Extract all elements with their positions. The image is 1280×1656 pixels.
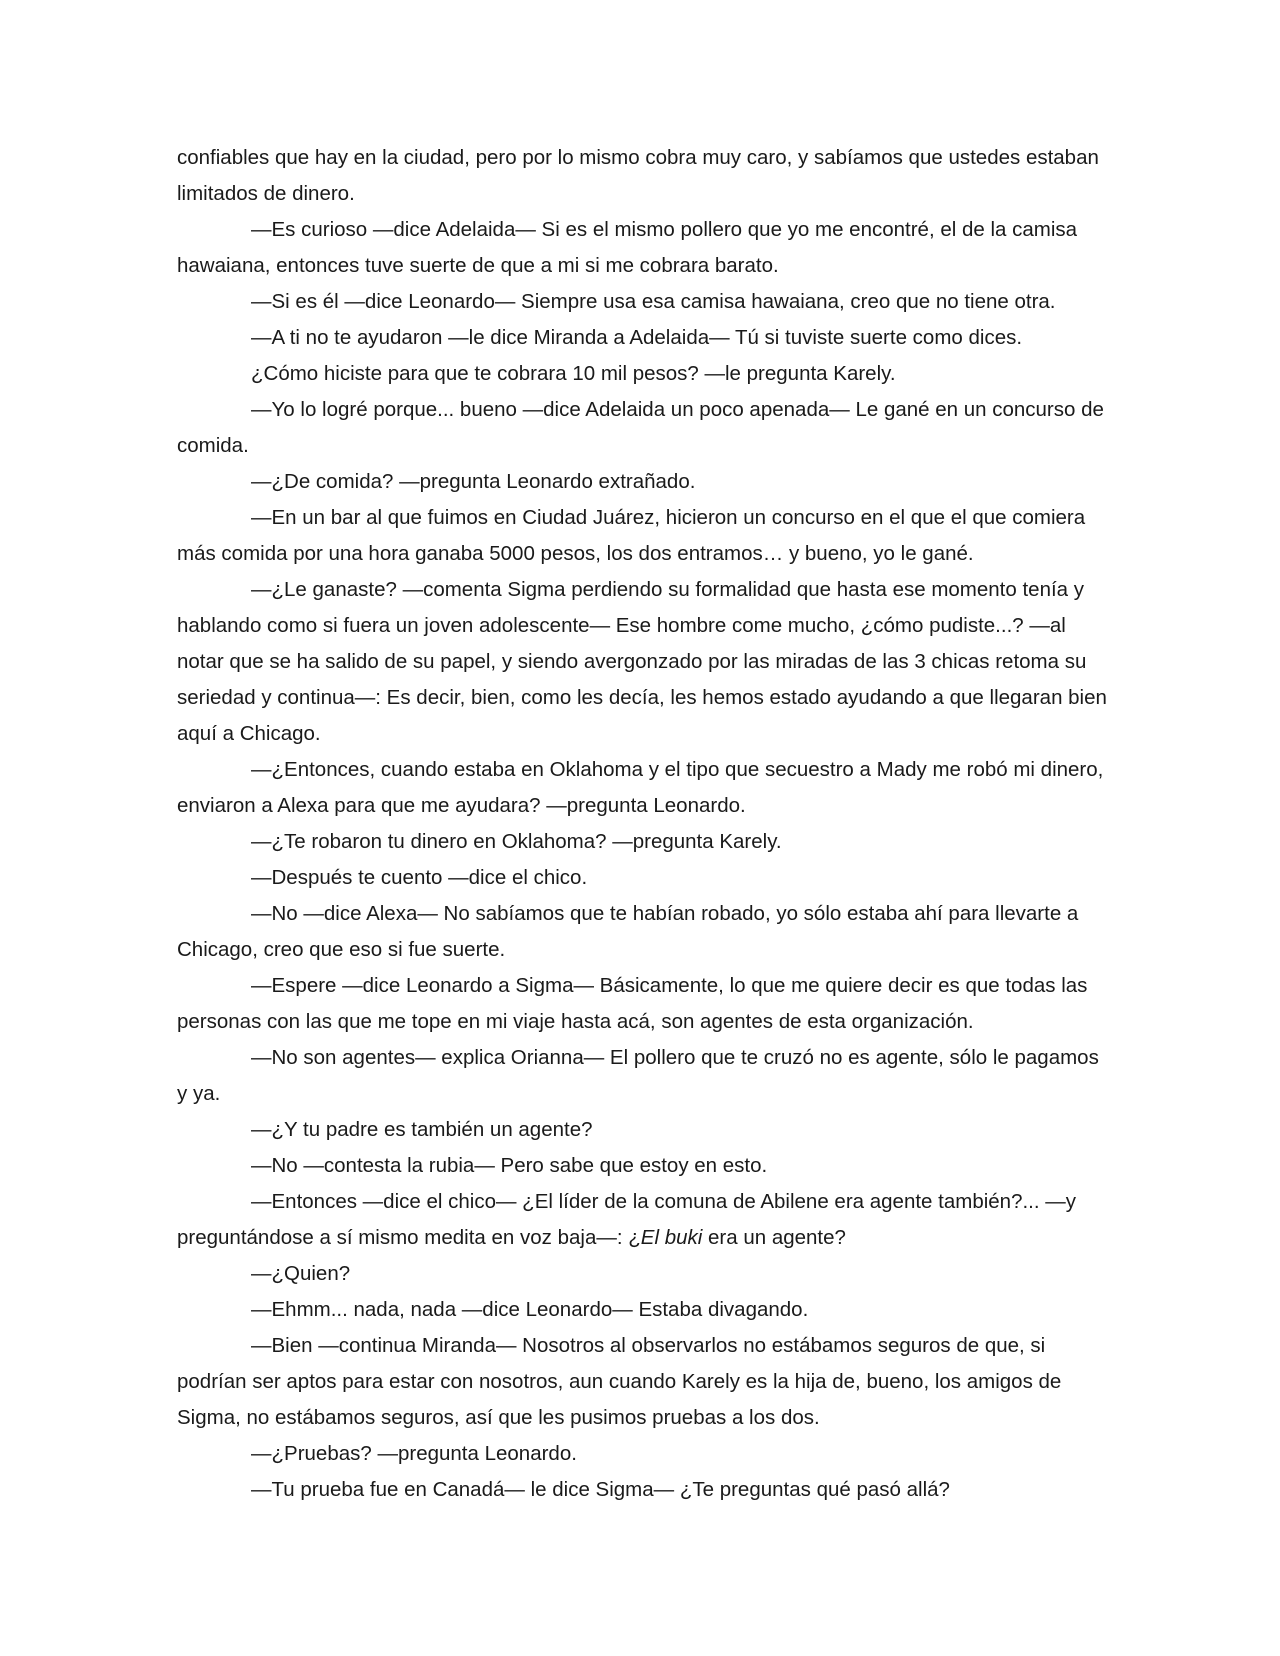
paragraph: —Es curioso —dice Adelaida— Si es el mismo pollero que yo me encontré, el de la camisa hawaiana, entonces tuve suerte de que a mi si me cobrara barato. xyxy=(177,218,1078,277)
paragraph: —¿Le ganaste? —comenta Sigma perdiendo su formalidad que hasta ese momento tenía y hablando como si fuera un joven adolescente— Ese hombre come mucho, ¿cómo pudiste...? —al notar que se ha salido de su papel, y siendo avergonzado por las miradas de las 3 chicas retoma su seriedad y continua—: Es decir, bien, como les decía, les hemos estado ayudando a que llegaran bien aquí a Chicago. xyxy=(177,578,1107,745)
paragraph: —Espere —dice Leonardo a Sigma— Básicamente, lo que me quiere decir es que todas las personas con las que me tope en mi viaje hasta acá, son agentes de esta organización. xyxy=(177,974,1088,1033)
paragraph: —No —dice Alexa— No sabíamos que te habían robado, yo sólo estaba ahí para llevarte a Chicago, creo que eso si fue suerte. xyxy=(177,902,1079,961)
paragraph: —Ehmm... nada, nada —dice Leonardo— Estaba divagando. xyxy=(251,1298,809,1321)
paragraph: ¿Cómo hiciste para que te cobrara 10 mil pesos? —le pregunta Karely. xyxy=(251,362,896,385)
paragraph: —¿Y tu padre es también un agente? xyxy=(251,1118,593,1141)
italic-text: El buki xyxy=(640,1226,703,1249)
paragraph: —No son agentes— explica Orianna— El pollero que te cruzó no es agente, sólo le pagamos y ya. xyxy=(177,1046,1099,1105)
paragraph: —Yo lo logré porque... bueno —dice Adelaida un poco apenada— Le gané en un concurso de comida. xyxy=(177,398,1104,457)
paragraph-text: —Entonces —dice el chico— ¿El líder de la comuna de Abilene era agente también?... —y preguntándose a sí mismo medita en voz baja—: ¿ xyxy=(177,1190,1077,1249)
paragraph: —No —contesta la rubia— Pero sabe que estoy en esto. xyxy=(251,1154,768,1177)
paragraph: —Bien —continua Miranda— Nosotros al observarlos no estábamos seguros de que, si podrían ser aptos para estar con nosotros, aun cuando Karely es la hija de, bueno, los amigos de Sigma, no estábamos seguros, así que les pusimos pruebas a los dos. xyxy=(177,1334,1062,1429)
paragraph: —¿Quien? xyxy=(251,1262,351,1285)
paragraph: —En un bar al que fuimos en Ciudad Juárez, hicieron un concurso en el que el que comiera más comida por una hora ganaba 5000 pesos, los dos entramos… y bueno, yo le gané. xyxy=(177,506,1086,565)
paragraph-with-italic xyxy=(177,1184,1107,1256)
paragraph: —Si es él —dice Leonardo— Siempre usa esa camisa hawaiana, creo que no tiene otra. xyxy=(251,290,1056,313)
paragraph: confiables que hay en la ciudad, pero por lo mismo cobra muy caro, y sabíamos que ustedes estaban limitados de dinero. xyxy=(177,146,1099,205)
paragraph: —¿Pruebas? —pregunta Leonardo. xyxy=(251,1442,577,1465)
paragraph: —Tu prueba fue en Canadá— le dice Sigma— ¿Te preguntas qué pasó allá? xyxy=(251,1478,950,1501)
paragraph: —¿De comida? —pregunta Leonardo extrañado. xyxy=(251,470,696,493)
paragraph: —¿Entonces, cuando estaba en Oklahoma y el tipo que secuestro a Mady me robó mi dinero, enviaron a Alexa para que me ayudara? —pregunta Leonardo. xyxy=(177,758,1104,817)
paragraph-text: era un agente? xyxy=(702,1226,846,1249)
paragraph: —A ti no te ayudaron —le dice Miranda a Adelaida— Tú si tuviste suerte como dices. xyxy=(251,326,1023,349)
paragraph: —Después te cuento —dice el chico. xyxy=(251,866,588,889)
paragraph: —¿Te robaron tu dinero en Oklahoma? —pregunta Karely. xyxy=(251,830,782,853)
document-body xyxy=(177,140,1107,1508)
